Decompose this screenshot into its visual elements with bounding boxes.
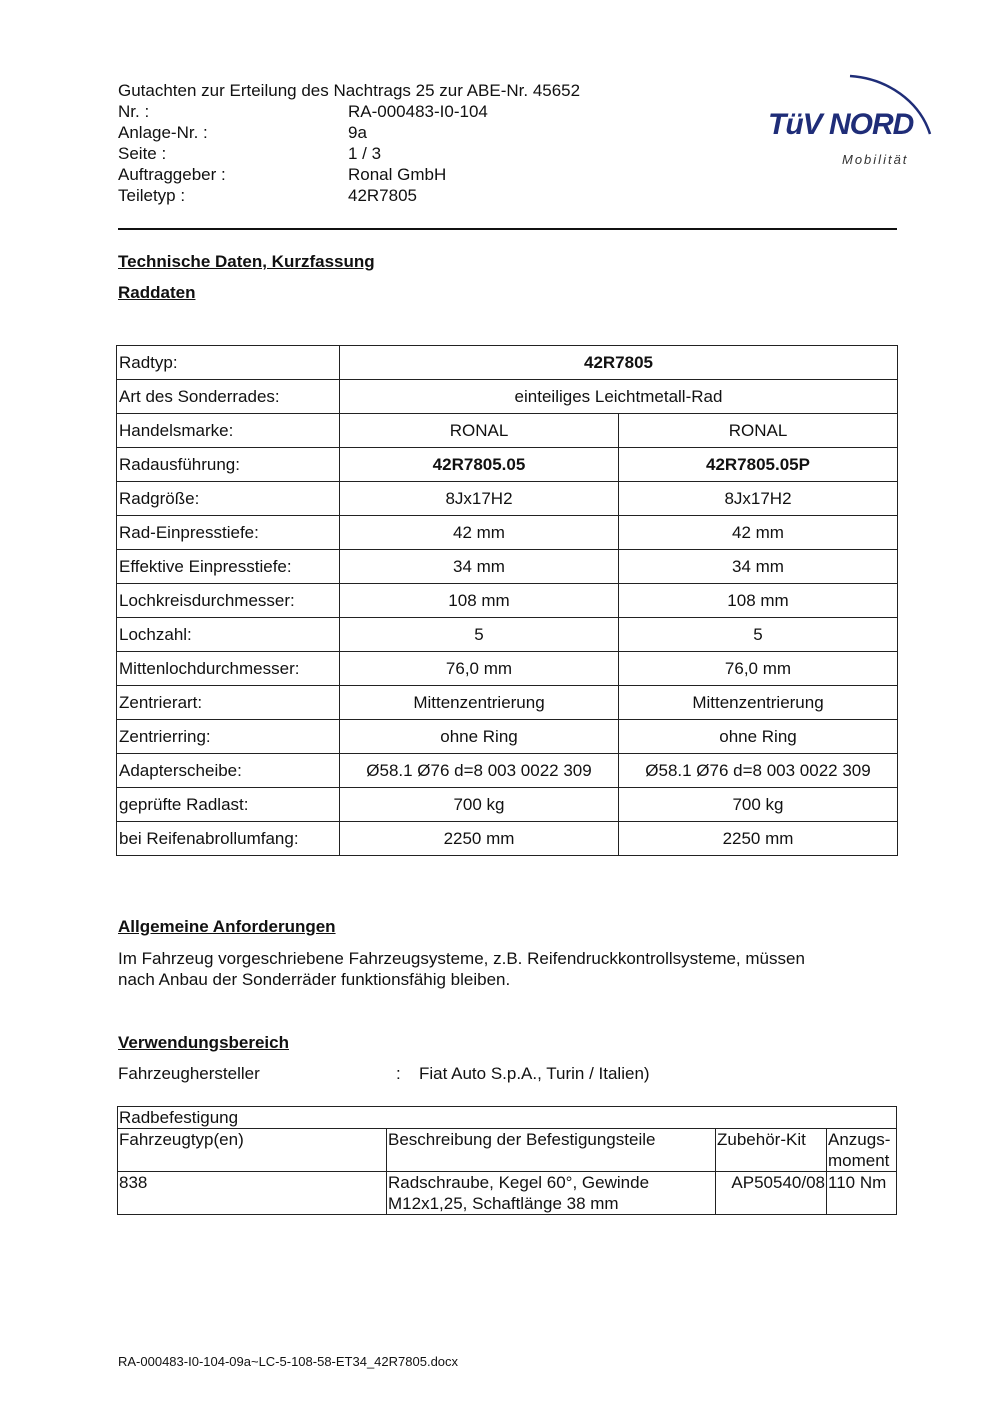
cell-value: 5 — [340, 618, 619, 652]
cell-value: Ø58.1 Ø76 d=8 003 0022 309 — [619, 754, 898, 788]
row-label: Adapterscheibe: — [117, 754, 340, 788]
logo-wordmark: TüV NORD — [768, 108, 914, 141]
cell-value: 34 mm — [619, 550, 898, 584]
header-row — [118, 143, 678, 164]
header-value: 1 / 3 — [348, 144, 382, 163]
cell-value: 8Jx17H2 — [340, 482, 619, 516]
table-row — [117, 482, 898, 516]
table-row — [117, 448, 898, 482]
header-row — [118, 101, 678, 122]
section-heading-tech: Technische Daten, Kurzfassung — [118, 252, 375, 271]
cell-value: 34 mm — [340, 550, 619, 584]
row-label: Lochkreisdurchmesser: — [117, 584, 340, 618]
cell-value: einteiliges Leichtmetall-Rad — [340, 380, 898, 414]
description-line: Radschraube, Kegel 60°, Gewinde — [388, 1173, 650, 1192]
maker-separator: : — [396, 1064, 401, 1083]
table-header-row — [118, 1129, 897, 1172]
column-header: moment — [828, 1151, 890, 1170]
tuv-nord-logo — [760, 56, 950, 176]
table-row — [117, 618, 898, 652]
header-title: Gutachten zur Erteilung des Nachtrags 25 zur ABE-Nr. 45652 — [118, 81, 581, 100]
section-heading-allgemein: Allgemeine Anforderungen — [118, 917, 336, 936]
cell-value: RONAL — [340, 414, 619, 448]
table-row — [117, 754, 898, 788]
cell-value: 5 — [619, 618, 898, 652]
row-label: Lochzahl: — [117, 618, 340, 652]
header-divider — [118, 228, 897, 230]
table-row — [117, 516, 898, 550]
cell-vehicle-type: 838 — [118, 1172, 387, 1215]
header-row — [118, 185, 678, 206]
cell-value: ohne Ring — [619, 720, 898, 754]
logo-subtitle: Mobilität — [842, 152, 909, 167]
cell-value: RONAL — [619, 414, 898, 448]
table-row — [117, 346, 898, 380]
row-label: bei Reifenabrollumfang: — [117, 822, 340, 856]
header-value: RA-000483-I0-104 — [348, 102, 488, 121]
header-label: Seite : — [118, 144, 167, 163]
cell-value: Mittenzentrierung — [340, 686, 619, 720]
cell-value: 2250 mm — [619, 822, 898, 856]
row-label: Handelsmarke: — [117, 414, 340, 448]
cell-value: 2250 mm — [340, 822, 619, 856]
cell-value: ohne Ring — [340, 720, 619, 754]
row-label: Effektive Einpresstiefe: — [117, 550, 340, 584]
table-row — [118, 1107, 897, 1129]
cell-value: 108 mm — [619, 584, 898, 618]
cell-torque: 110 Nm — [827, 1172, 897, 1215]
cell-value: Ø58.1 Ø76 d=8 003 0022 309 — [340, 754, 619, 788]
document-header — [118, 80, 678, 206]
table-row — [117, 652, 898, 686]
table-row — [117, 788, 898, 822]
table-row — [117, 414, 898, 448]
row-label: Radausführung: — [117, 448, 340, 482]
row-label: Art des Sonderrades: — [117, 380, 340, 414]
cell-value: 42 mm — [619, 516, 898, 550]
row-label: Mittenlochdurchmesser: — [117, 652, 340, 686]
header-label: Teiletyp : — [118, 186, 186, 205]
row-label: Zentrierart: — [117, 686, 340, 720]
cell-value: Mittenzentrierung — [619, 686, 898, 720]
row-label: Radtyp: — [117, 346, 340, 380]
cell-value: 108 mm — [340, 584, 619, 618]
table-row — [117, 822, 898, 856]
table-row — [117, 686, 898, 720]
section-heading-raddaten: Raddaten — [118, 283, 196, 302]
cell-value: 42R7805 — [340, 346, 898, 380]
header-value: Ronal GmbH — [348, 165, 447, 184]
footer-filename: RA-000483-I0-104-09a~LC-5-108-58-ET34_42R7805.docx — [118, 1354, 459, 1369]
header-label: Nr. : — [118, 102, 150, 121]
column-header: Beschreibung der Befestigungsteile — [387, 1129, 716, 1172]
allgemein-paragraph — [118, 948, 898, 990]
section-heading-verwendung: Verwendungsbereich — [118, 1033, 289, 1052]
table-row — [118, 1172, 897, 1215]
row-label: Radgröße: — [117, 482, 340, 516]
row-label: Zentrierring: — [117, 720, 340, 754]
row-label: Rad-Einpresstiefe: — [117, 516, 340, 550]
cell-value: 42 mm — [340, 516, 619, 550]
table-row — [117, 380, 898, 414]
table-row — [117, 720, 898, 754]
cell-value: 42R7805.05P — [619, 448, 898, 482]
table-row — [117, 584, 898, 618]
column-header-torque — [827, 1129, 897, 1172]
cell-value: 76,0 mm — [619, 652, 898, 686]
maker-value: Fiat Auto S.p.A., Turin / Italien) — [419, 1064, 650, 1083]
vehicle-maker-row — [118, 1064, 650, 1084]
header-row — [118, 164, 678, 185]
cell-description — [387, 1172, 716, 1215]
description-line: M12x1,25, Schaftlänge 38 mm — [388, 1194, 619, 1213]
header-value: 9a — [348, 123, 367, 142]
column-header: Zubehör-Kit — [716, 1129, 827, 1172]
cell-value: 42R7805.05 — [340, 448, 619, 482]
mounting-table — [117, 1106, 897, 1215]
header-row — [118, 122, 678, 143]
paragraph-line: Im Fahrzeug vorgeschriebene Fahrzeugsysteme, z.B. Reifendruckkontrollsysteme, müssen — [118, 949, 805, 968]
wheel-data-table — [116, 345, 898, 856]
header-value: 42R7805 — [348, 186, 418, 205]
paragraph-line: nach Anbau der Sonderräder funktionsfähig bleiben. — [118, 970, 511, 989]
header-label: Anlage-Nr. : — [118, 123, 208, 142]
cell-value: 8Jx17H2 — [619, 482, 898, 516]
mounting-table-title: Radbefestigung — [118, 1107, 897, 1129]
row-label: geprüfte Radlast: — [117, 788, 340, 822]
cell-value: 700 kg — [340, 788, 619, 822]
cell-value: 76,0 mm — [340, 652, 619, 686]
table-row — [117, 550, 898, 584]
maker-label: Fahrzeughersteller — [118, 1064, 260, 1083]
header-label: Auftraggeber : — [118, 165, 226, 184]
column-header: Fahrzeugtyp(en) — [118, 1129, 387, 1172]
column-header: Anzugs- — [828, 1130, 891, 1149]
cell-kit: AP50540/08 — [716, 1172, 827, 1215]
cell-value: 700 kg — [619, 788, 898, 822]
